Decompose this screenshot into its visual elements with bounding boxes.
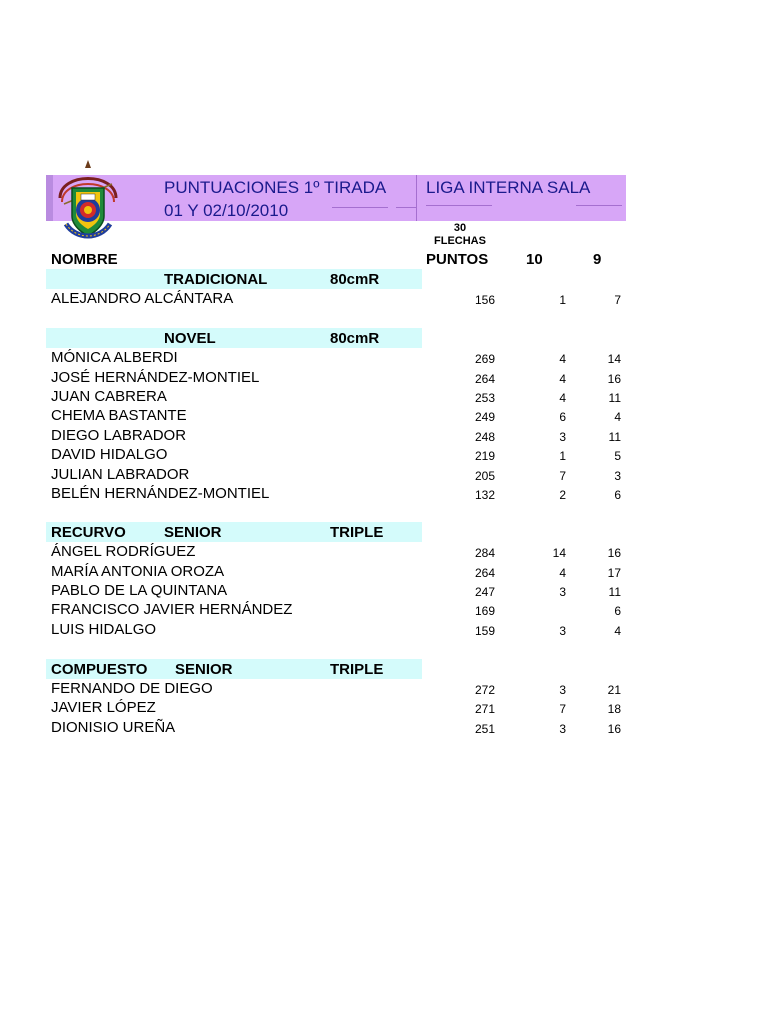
archer-tens: 14 [552, 546, 566, 560]
section-division: SENIOR [164, 524, 222, 541]
column-header-tens: 10 [526, 251, 543, 268]
archer-points: 219 [474, 449, 495, 463]
arrows-label: FLECHAS [434, 235, 486, 247]
archer-name: DIEGO LABRADOR [51, 427, 187, 444]
section-bow: COMPUESTO [51, 661, 148, 678]
archer-nines: 16 [607, 372, 621, 386]
archer-points: 284 [474, 546, 495, 560]
section-division: SENIOR [175, 661, 233, 678]
section-distance: TRIPLE [330, 661, 384, 678]
section-distance: 80cmR [330, 271, 380, 288]
archer-name: CHEMA BASTANTE [51, 407, 187, 424]
archer-name: MARÍA ANTONIA OROZA [51, 563, 225, 580]
archer-name: LUIS HIDALGO [51, 621, 157, 638]
archer-tens: 3 [559, 683, 566, 697]
archer-points: 269 [474, 352, 495, 366]
archer-tens: 4 [559, 566, 566, 580]
archer-nines: 5 [614, 449, 621, 463]
archer-name: JUAN CABRERA [51, 388, 167, 405]
archer-points: 169 [474, 604, 495, 618]
archer-tens: 1 [559, 293, 566, 307]
section-distance: TRIPLE [330, 524, 384, 541]
archer-name: JOSÉ HERNÁNDEZ-MONTIEL [51, 369, 260, 386]
archer-nines: 7 [614, 293, 621, 307]
archer-tens: 2 [559, 488, 566, 502]
title-rule [426, 205, 492, 206]
archer-nines: 6 [614, 488, 621, 502]
archer-nines: 6 [614, 604, 621, 618]
archer-name: JULIAN LABRADOR [51, 466, 190, 483]
archer-nines: 4 [614, 410, 621, 424]
archer-name: DAVID HIDALGO [51, 446, 168, 463]
archer-tens: 3 [559, 430, 566, 444]
column-header-points: PUNTOS [426, 251, 489, 268]
title-league: LIGA INTERNA SALA [426, 178, 591, 197]
archer-points: 251 [474, 722, 495, 736]
title-primary: PUNTUACIONES 1º TIRADA [164, 178, 387, 197]
archer-tens: 3 [559, 585, 566, 599]
archer-tens: 1 [559, 449, 566, 463]
archer-points: 248 [474, 430, 495, 444]
section-bow: RECURVO [51, 524, 126, 541]
archer-nines: 17 [607, 566, 621, 580]
archer-nines: 14 [607, 352, 621, 366]
column-header-name: NOMBRE [51, 251, 118, 268]
archer-name: FRANCISCO JAVIER HERNÁNDEZ [51, 601, 293, 618]
title-rule [332, 207, 388, 208]
section-division: TRADICIONAL [164, 271, 268, 288]
archer-nines: 3 [614, 469, 621, 483]
club-crest-icon [52, 158, 124, 244]
arrows-count: 30 [453, 222, 467, 234]
archer-nines: 4 [614, 624, 621, 638]
archer-points: 264 [474, 566, 495, 580]
title-rule [576, 205, 622, 206]
archer-nines: 21 [607, 683, 621, 697]
archer-nines: 11 [608, 391, 621, 405]
archer-name: FERNANDO DE DIEGO [51, 680, 213, 697]
archer-name: JAVIER LÓPEZ [51, 699, 156, 716]
archer-nines: 18 [607, 702, 621, 716]
archer-nines: 16 [607, 722, 621, 736]
archer-tens: 4 [559, 391, 566, 405]
archer-tens: 3 [559, 722, 566, 736]
archer-points: 156 [474, 293, 495, 307]
archer-tens: 7 [559, 702, 566, 716]
archer-name: BELÉN HERNÁNDEZ-MONTIEL [51, 485, 270, 502]
archer-tens: 4 [559, 372, 566, 386]
archer-points: 264 [474, 372, 495, 386]
archer-points: 205 [474, 469, 495, 483]
archer-name: ALEJANDRO ALCÁNTARA [51, 290, 234, 307]
archer-tens: 7 [559, 469, 566, 483]
title-rule [396, 207, 416, 208]
archer-tens: 3 [559, 624, 566, 638]
title-divider [416, 175, 417, 221]
title-date: 01 Y 02/10/2010 [164, 201, 289, 220]
archer-name: PABLO DE LA QUINTANA [51, 582, 228, 599]
section-division: NOVEL [164, 330, 216, 347]
archer-name: DIONISIO UREÑA [51, 719, 176, 736]
archer-name: ÁNGEL RODRÍGUEZ [51, 543, 196, 560]
archer-points: 132 [474, 488, 495, 502]
archer-name: MÓNICA ALBERDI [51, 349, 178, 366]
archer-points: 253 [474, 391, 495, 405]
section-distance: 80cmR [330, 330, 380, 347]
archer-nines: 11 [608, 430, 621, 444]
column-header-nines: 9 [593, 251, 602, 268]
archer-points: 247 [474, 585, 495, 599]
archer-tens: 4 [559, 352, 566, 366]
archer-points: 249 [474, 410, 495, 424]
archer-tens: 6 [559, 410, 566, 424]
archer-points: 271 [474, 702, 495, 716]
archer-points: 159 [474, 624, 495, 638]
archer-nines: 16 [607, 546, 621, 560]
archer-points: 272 [474, 683, 495, 697]
archer-nines: 11 [608, 585, 621, 599]
